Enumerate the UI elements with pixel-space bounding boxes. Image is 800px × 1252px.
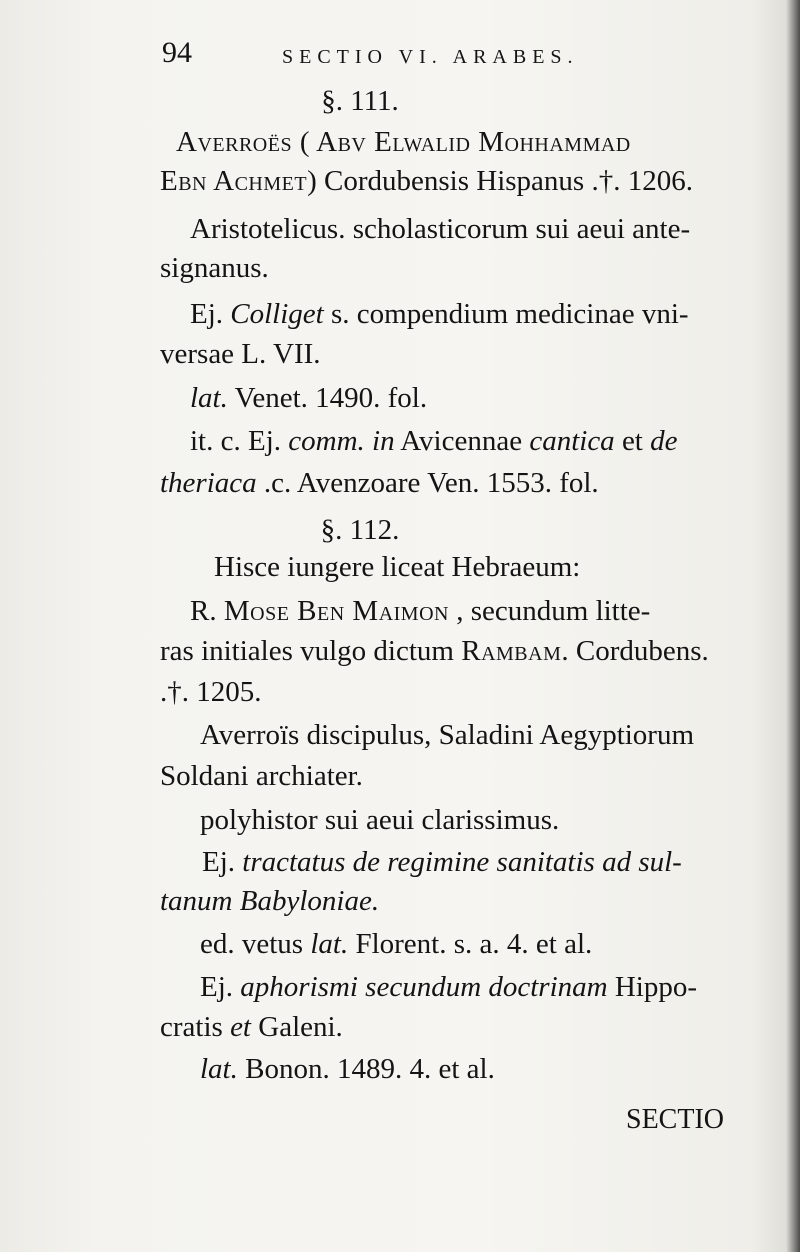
entry-averroes-line-2: Ebn Achmet) Cordubensis Hispanus .†. 1206. — [160, 165, 693, 197]
entry-averroes-line-3: Aristotelicus. scholasticorum sui aeui ante- — [190, 213, 691, 245]
entry-maimon-line-7: polyhistor sui aeui clarissimus. — [200, 804, 560, 836]
entry-averroes-line-7: lat. Venet. 1490. fol. — [190, 382, 428, 414]
page-edge-shadow — [786, 0, 800, 1252]
author-name: Mose Ben Maimon — [223, 595, 449, 627]
work-title: aphorismi secundum doctrinam — [240, 971, 608, 1003]
entry-maimon-line-2: R. Mose Ben Maimon , secundum litte- — [190, 595, 651, 627]
entry-maimon-line-4: .†. 1205. — [160, 676, 262, 708]
entry-averroes-line-8: it. c. Ej. comm. in Avicennae cantica et de — [190, 425, 678, 457]
entry-averroes-line-6: versae L. VII. — [160, 338, 321, 370]
entry-maimon-line-3: ras initiales vulgo dictum Rambam. Cordubens. — [160, 635, 709, 667]
entry-averroes-line-5: Ej. Colliget s. compendium medicinae vni- — [190, 298, 689, 330]
page-number: 94 — [162, 36, 192, 69]
entry-averroes-line-1: Averroës ( Abv Elwalid Mohhammad — [176, 126, 631, 158]
entry-maimon-line-1: Hisce iungere liceat Hebraeum: — [214, 551, 581, 583]
entry-maimon-line-12: cratis et Galeni. — [160, 1011, 343, 1043]
entry-maimon-line-9: tanum Babyloniae. — [160, 885, 380, 917]
entry-maimon-line-5: Averroïs discipulus, Saladini Aegyptiorum — [200, 719, 695, 751]
entry-maimon-line-8: Ej. tractatus de regimine sanitatis ad sul- — [202, 846, 682, 878]
entry-maimon-line-6: Soldani archiater. — [160, 760, 363, 792]
entry-averroes-line-4: signanus. — [160, 252, 269, 284]
entry-maimon-line-10: ed. vetus lat. Florent. s. a. 4. et al. — [200, 928, 593, 960]
entry-averroes-line-9: theriaca .c. Avenzoare Ven. 1553. fol. — [160, 467, 599, 499]
section-111-mark: §. 111. — [321, 85, 399, 117]
work-title: Colliget — [230, 298, 324, 330]
entry-maimon-line-11: Ej. aphorismi secundum doctrinam Hippo- — [200, 971, 698, 1003]
work-title: tractatus de regimine sanitatis ad sul- — [242, 846, 682, 878]
author-name: Averroës — [176, 126, 293, 158]
running-head: SECTIO VI. ARABES. — [282, 46, 579, 68]
section-112-mark: §. 112. — [320, 514, 400, 546]
entry-maimon-line-13: lat. Bonon. 1489. 4. et al. — [200, 1053, 495, 1085]
catchword: SECTIO — [626, 1104, 724, 1135]
